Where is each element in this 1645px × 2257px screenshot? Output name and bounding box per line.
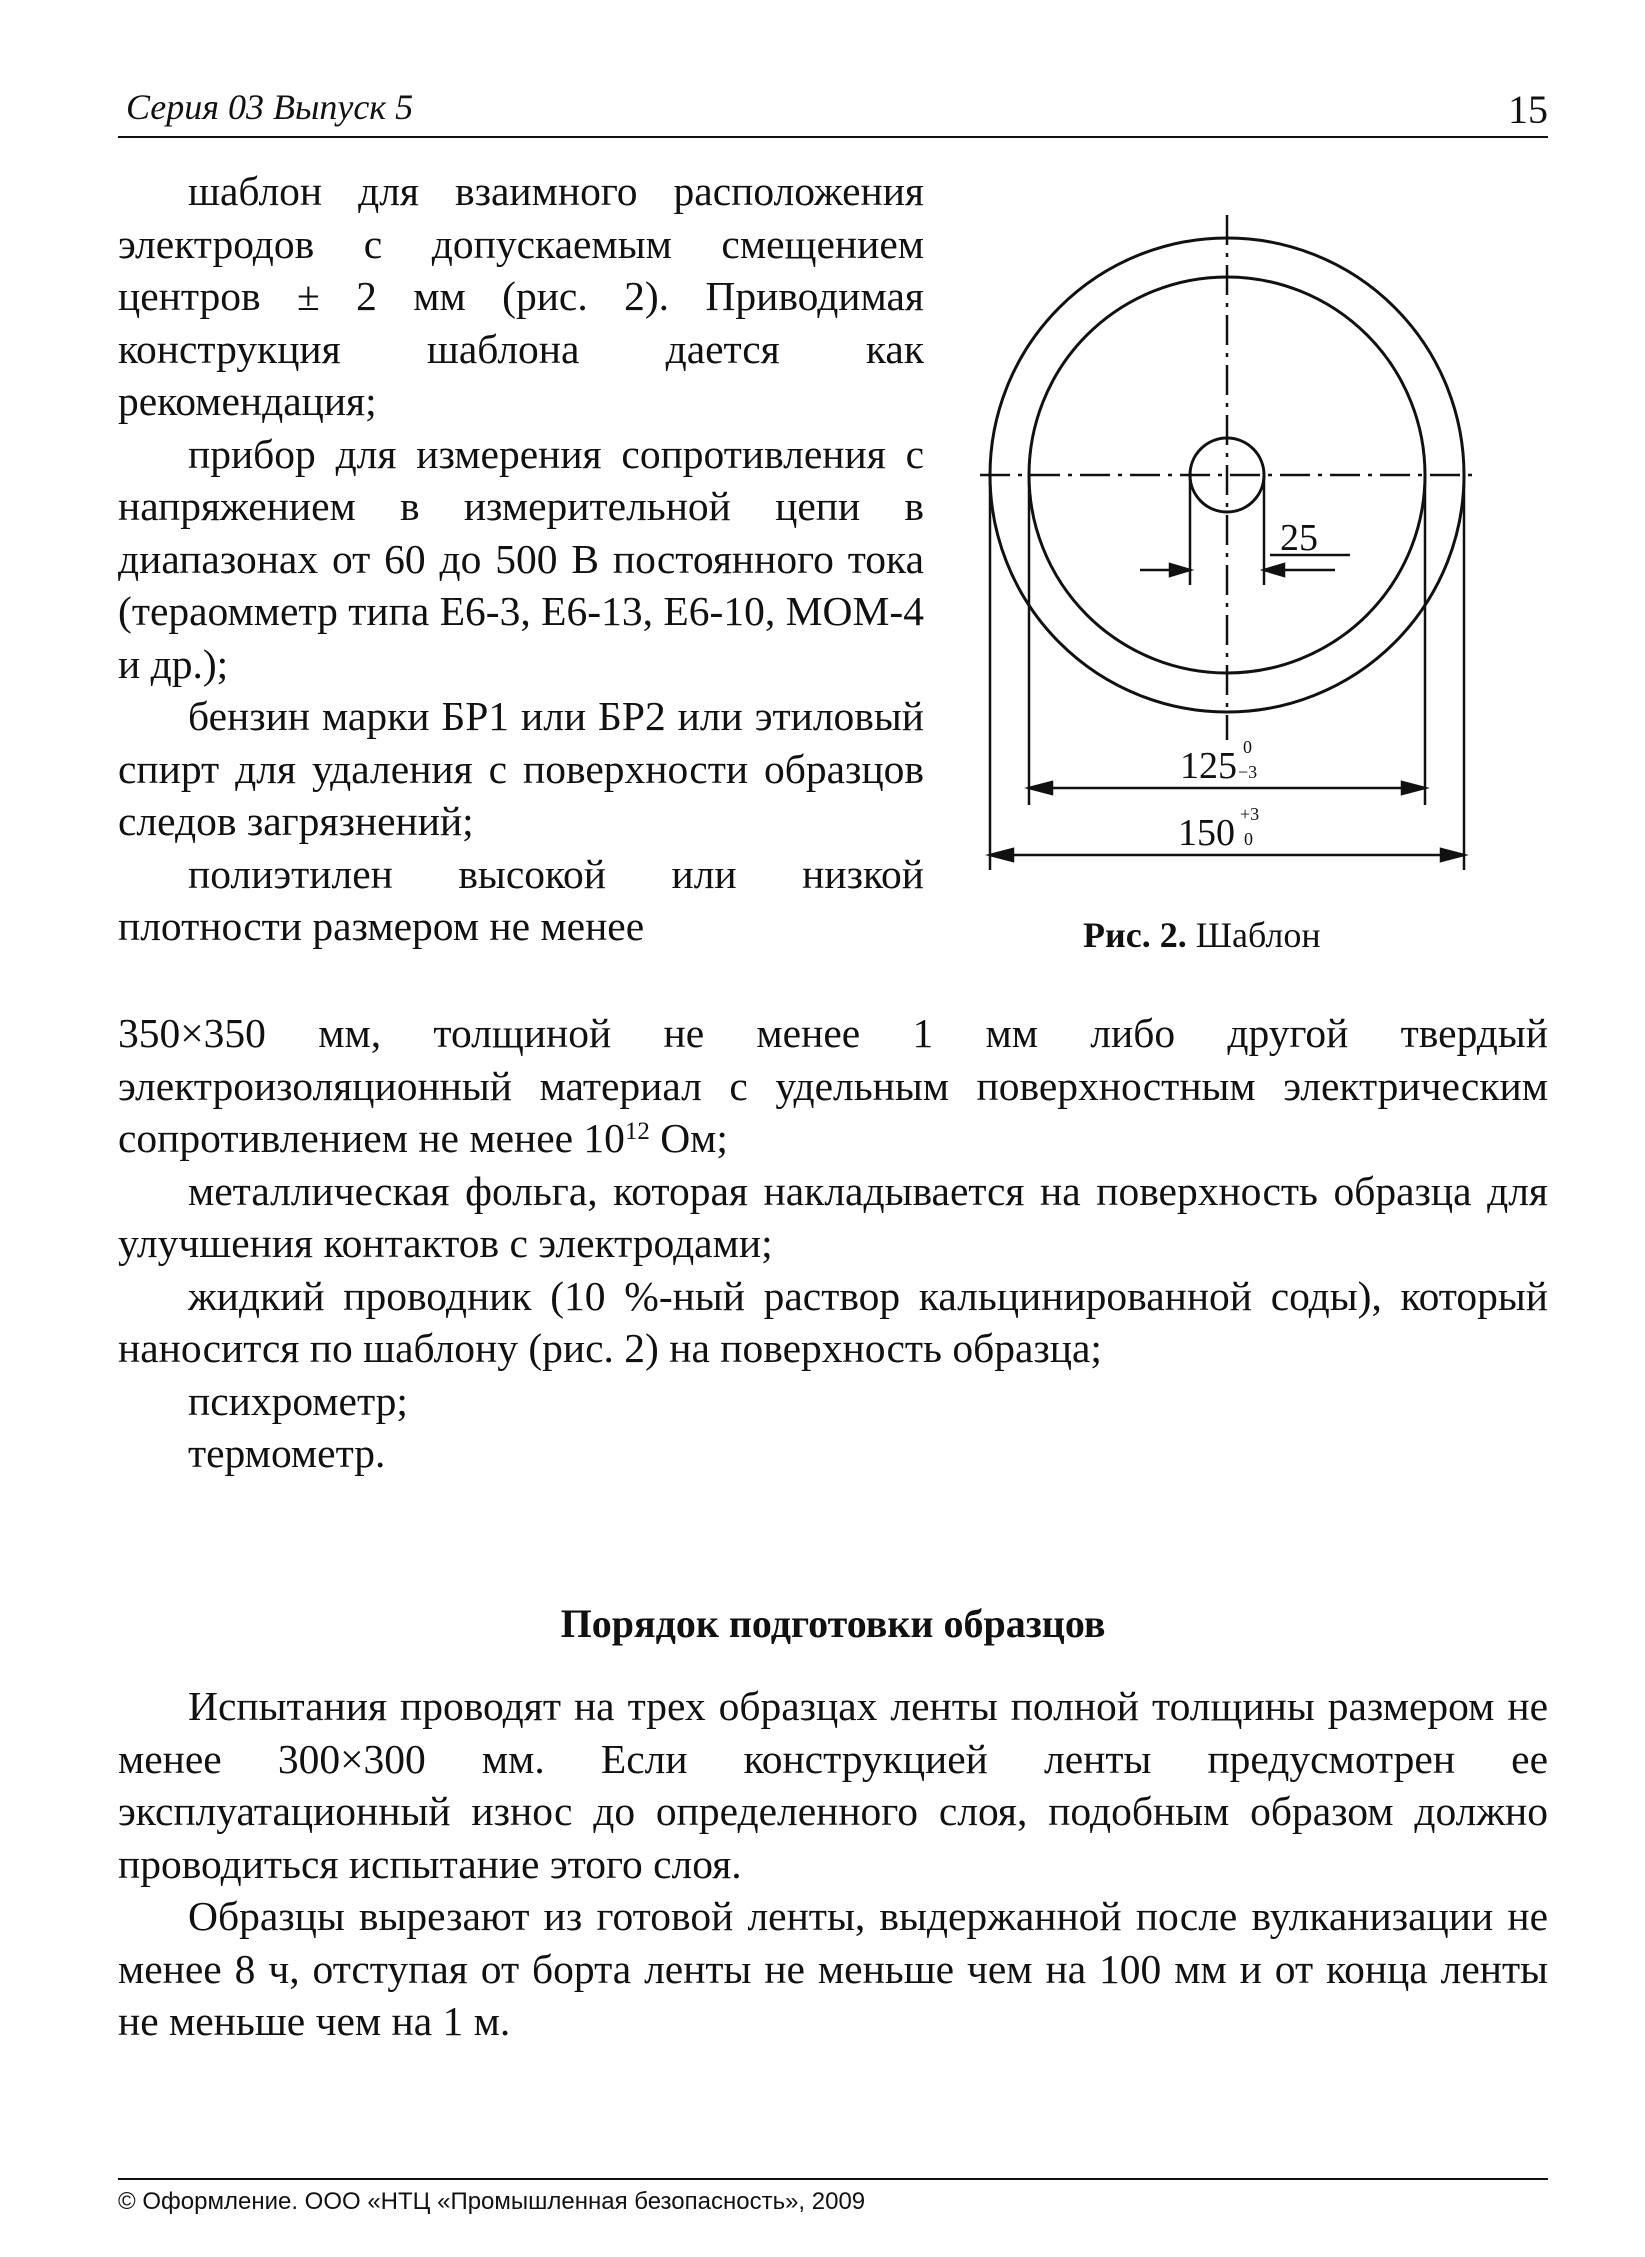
dim-125-upper: 0 — [1243, 737, 1252, 757]
unit-ohm: Ом; — [649, 1115, 728, 1161]
footer-copyright: © Оформление. ООО «НТЦ «Промышленная безопасность», 2009 — [118, 2188, 866, 2215]
dim-150-lower: 0 — [1244, 829, 1253, 849]
paragraph-polyethylene-cont — [118, 1007, 1548, 1165]
paragraph-liquid-conductor: жидкий проводник (10 %-ный раствор кальцинированной соды), который наносится по шаблону (рис. 2) на поверхность образца; — [118, 1272, 1548, 1371]
dim-125-lower: −3 — [1238, 762, 1258, 782]
paragraph-tests: Испытания проводят на трех образцах ленты полной толщины размером не менее 300×300 мм. Если конструкцией ленты предусмотрен ее эксплуатационный износ до определенного слоя, подобным образом должно проводиться испытание этого слоя. — [118, 1683, 1548, 1887]
figure-caption-label: Рис. 2. — [1083, 915, 1187, 955]
paragraph-polyethylene-start: полиэтилен высокой или низкой плотности размером не менее — [118, 850, 924, 949]
paragraph-samples: Образцы вырезают из готовой ленты, выдержанной после вулканизации не менее 8 ч, отступая от борта ленты не меньше чем на 100 мм и от конца ленты не меньше чем на 1 м. — [118, 1893, 1548, 2044]
left-column-text — [118, 165, 924, 953]
footer-divider — [118, 2178, 1548, 2180]
page-number: 15 — [1508, 87, 1548, 132]
page-header — [118, 86, 1548, 138]
template-figure — [970, 200, 1530, 960]
paragraph-foil: металлическая фольга, которая накладывается на поверхность образца для улучшения контактов с электродами; — [118, 1167, 1548, 1266]
dim-150-label: 150 — [1178, 812, 1235, 854]
paragraph-thermometer: термометр. — [188, 1430, 386, 1476]
full-width-text — [118, 1007, 1548, 1480]
polyethylene-text: 350×350 мм, толщиной не менее 1 мм либо другой твердый электроизоляционный материал с удельным поверхностным электрическим сопротивлением не менее 10 — [118, 1010, 1548, 1161]
dim-150-upper: +3 — [1240, 804, 1260, 824]
paragraph-instrument: прибор для измерения сопротивления с напряжением в измерительной цепи в диапазонах от 60 до 500 В постоянного тока (тераомметр типа Е6-3, Е6-13, Е6-10, МОМ-4 и др.); — [118, 430, 924, 687]
figure-caption — [1083, 914, 1321, 956]
paragraph-template: шаблон для взаимного расположения электродов с допускаемым смещением центров ± 2 мм (рис. 2). Приводимая конструкция шаблона дается как рекомендация; — [118, 168, 924, 424]
paragraph-petrol: бензин марки БР1 или БР2 или этиловый спирт для удаления с поверхности образцов следов загрязнений; — [118, 693, 924, 844]
section-title: Порядок подготовки образцов — [560, 1601, 1106, 1646]
exponent: 12 — [624, 1118, 650, 1145]
paragraph-psychrometer: психрометр; — [188, 1377, 408, 1424]
figure-caption-text: Шаблон — [1195, 915, 1321, 955]
section-body — [118, 1680, 1548, 2048]
dim-125-label: 125 — [1180, 745, 1237, 787]
dim-25-label: 25 — [1280, 517, 1318, 559]
series-title: Серия 03 Выпуск 5 — [126, 87, 414, 127]
